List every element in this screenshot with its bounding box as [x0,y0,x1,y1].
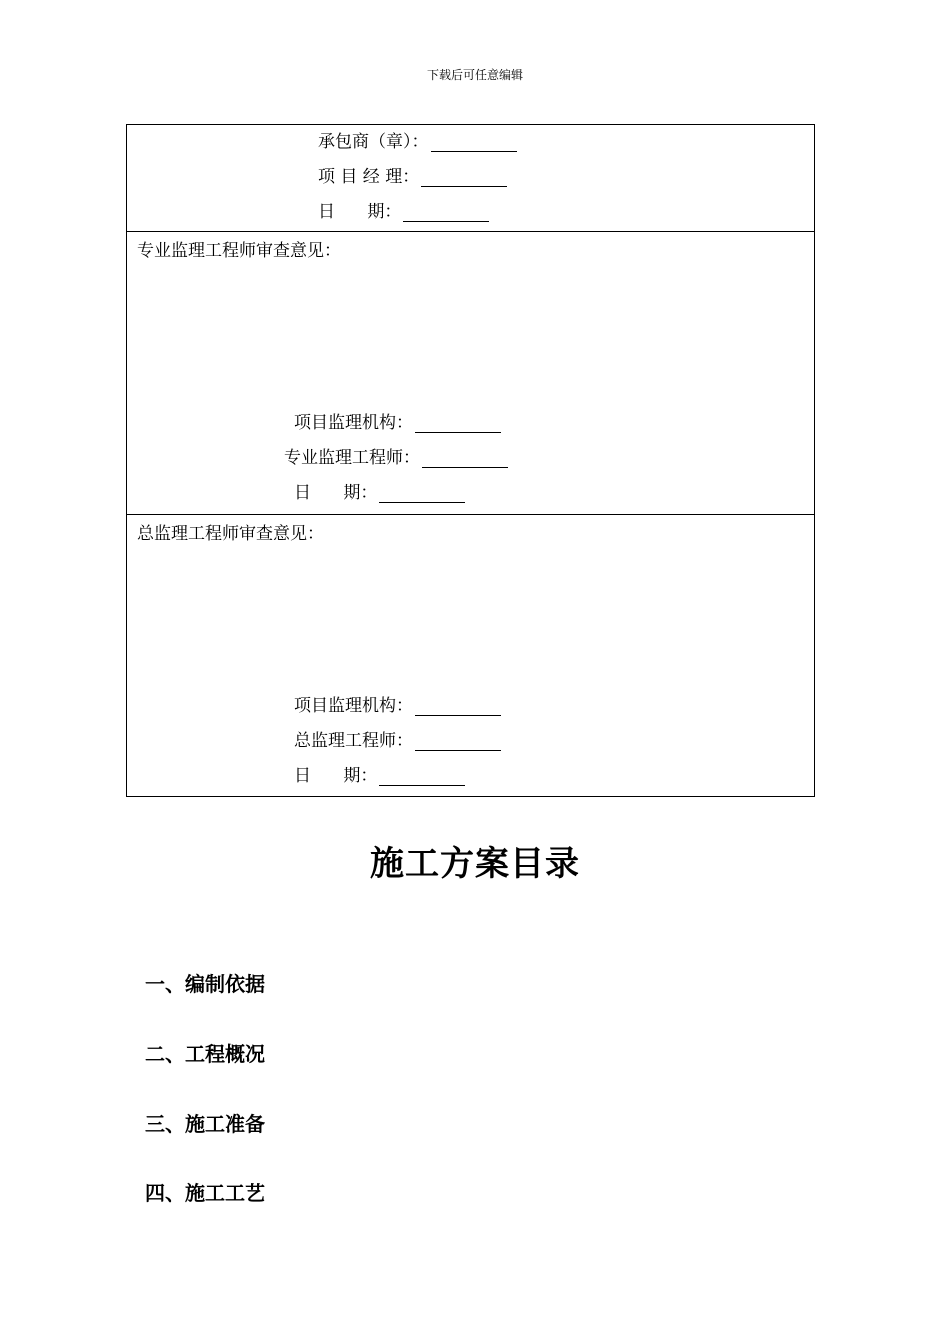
specialist-date-label: 日 期： [294,483,378,503]
specialist-org-label: 项目监理机构： [294,413,413,433]
specialist-engineer-label: 专业监理工程师： [284,448,420,468]
toc-item[interactable]: 一、编制依据 [145,972,265,996]
chief-date-label: 日 期： [294,766,378,786]
contractor-date-line [318,197,489,222]
contractor-line [318,127,517,152]
contractor-label: 承包商（章）： [318,132,429,152]
contractor-section [127,125,814,231]
project-manager-line [318,162,507,187]
contractor-date-label: 日 期： [318,202,402,222]
specialist-review-section [127,231,814,514]
chief-date-line [294,761,465,786]
contractor-date-blank[interactable] [403,201,489,222]
specialist-review-title: 专业监理工程师审查意见： [137,241,341,261]
specialist-engineer-blank[interactable] [422,447,508,468]
specialist-org-line [294,408,501,433]
toc-item[interactable]: 三、施工准备 [145,1112,265,1136]
chief-review-section [127,514,814,796]
specialist-org-blank[interactable] [415,412,501,433]
approval-form [126,124,815,797]
chief-org-label: 项目监理机构： [294,696,413,716]
specialist-date-blank[interactable] [379,482,465,503]
project-manager-blank[interactable] [421,166,507,187]
chief-engineer-label: 总监理工程师： [294,731,413,751]
toc-title: 施工方案目录 [370,844,580,884]
project-manager-label: 项 目 经 理： [318,167,420,187]
page-header-note: 下载后可任意编辑 [426,68,523,82]
contractor-blank[interactable] [431,131,517,152]
chief-org-line [294,691,501,716]
specialist-engineer-line [284,443,508,468]
chief-org-blank[interactable] [415,695,501,716]
specialist-date-line [294,478,465,503]
toc-item[interactable]: 四、施工工艺 [145,1181,265,1205]
chief-date-blank[interactable] [379,765,465,786]
chief-review-title: 总监理工程师审查意见： [137,524,324,544]
toc-item[interactable]: 二、工程概况 [145,1042,265,1066]
chief-engineer-blank[interactable] [415,730,501,751]
chief-engineer-line [294,726,501,751]
